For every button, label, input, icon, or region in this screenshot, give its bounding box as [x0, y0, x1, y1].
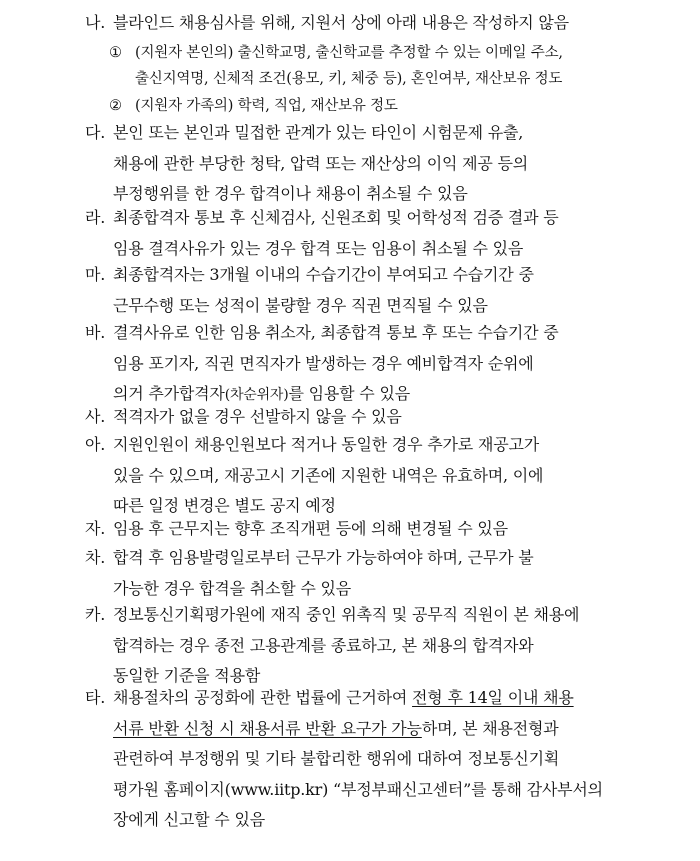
sub-text: 출신지역명, 신체적 조건(용모, 키, 체중 등), 혼인여부, 재산보유 정도	[135, 71, 563, 87]
item-text: 따른 일정 변경은 별도 공지 예정	[113, 496, 336, 515]
sub-item-2	[109, 93, 679, 119]
sub-text: (지원자 가족의) 학력, 직업, 재산보유 정도	[135, 98, 398, 114]
underlined-text: 전형 후 14일 이내 채용	[412, 688, 574, 707]
item-text: 평가원 홈페이지(www.iitp.kr) “부정부패신고센터”를 통해 감사부서의	[113, 779, 603, 799]
item-marker: 차.	[85, 548, 106, 567]
item-na	[85, 8, 675, 39]
item-text: 최종합격자 통보 후 신체검사, 신원조회 및 어학성적 검증 결과 등	[113, 208, 559, 227]
item-text: 임용 포기자, 직권 면직자가 발생하는 경우 예비합격자 순위에	[113, 353, 534, 373]
item-marker: 아.	[85, 435, 106, 454]
item-text: 관련하여 부정행위 및 기타 불합리한 행위에 대하여 정보통신기획	[113, 749, 560, 768]
item-text: 결격사유로 인한 임용 취소자, 최종합격 통보 후 또는 수습기간 중	[113, 323, 559, 342]
item-text: 부정행위를 한 경우 합격이나 채용이 취소될 수 있음	[113, 184, 468, 203]
item-text: 가능한 경우 합격을 취소할 수 있음	[113, 578, 352, 598]
item-text: 본인 또는 본인과 밀접한 관계가 있는 타인이 시험문제 유출,	[113, 123, 524, 142]
item-text: 임용 후 근무지는 향후 조직개편 등에 의해 변경될 수 있음	[113, 519, 508, 538]
text-segment: 하며, 본 채용전형과	[421, 718, 559, 738]
text-segment: 채용절차의 공정화에 관한 법률에 근거하여	[113, 688, 413, 707]
text-segment: 의거 추가합격자	[113, 384, 225, 403]
text-segment-small: (차순위자)	[224, 387, 289, 403]
item-a	[85, 430, 675, 522]
item-text: 채용에 관한 부당한 청탁, 압력 또는 재산상의 이익 제공 등의	[113, 153, 529, 173]
text-segment: 를 임용할 수 있음	[288, 384, 410, 403]
item-marker: 라.	[85, 208, 106, 227]
item-ka	[85, 600, 675, 692]
item-text: 동일한 기준을 적용함	[113, 666, 261, 685]
sub-marker: ①	[109, 45, 122, 61]
item-cha	[85, 543, 675, 604]
item-text: 장에게 신고할 수 있음	[113, 810, 265, 829]
item-text: 지원인원이 채용인원보다 적거나 동일한 경우 추가로 재공고가	[113, 435, 539, 454]
item-text: 합격하는 경우 종전 고용관계를 종료하고, 본 채용의 합격자와	[113, 635, 534, 655]
item-ta	[85, 683, 675, 836]
item-marker: 바.	[85, 323, 106, 342]
item-ja	[85, 514, 675, 545]
item-text: 정보통신기획평가원에 재직 중인 위촉직 및 공무직 직원이 본 채용에	[113, 605, 580, 624]
item-text: 근무수행 또는 성적이 불량할 경우 직권 면직될 수 있음	[113, 295, 488, 315]
item-marker: 나.	[85, 13, 106, 32]
item-da	[85, 118, 675, 210]
item-text: 적격자가 없을 경우 선발하지 않을 수 있음	[113, 407, 402, 426]
sub-marker: ②	[109, 98, 122, 114]
item-text: 합격 후 임용발령일로부터 근무가 가능하여야 하며, 근무가 불	[113, 548, 534, 567]
item-marker: 자.	[85, 519, 106, 538]
item-sa	[85, 402, 675, 433]
item-text: 최종합격자는 3개월 이내의 수습기간이 부여되고 수습기간 중	[113, 265, 534, 284]
item-text: 임용 결격사유가 있는 경우 합격 또는 임용이 취소될 수 있음	[113, 238, 524, 258]
item-ra	[85, 203, 675, 264]
item-text-line2	[85, 714, 675, 745]
item-ma	[85, 260, 675, 321]
item-text: 블라인드 채용심사를 위해, 지원서 상에 아래 내용은 작성하지 않음	[113, 13, 569, 32]
item-text: 있을 수 있으며, 재공고시 기존에 지원한 내역은 유효하며, 이에	[113, 465, 544, 485]
item-marker: 사.	[85, 407, 106, 426]
sub-text: (지원자 본인의) 출신학교명, 출신학교를 추정할 수 있는 이메일 주소,	[135, 45, 563, 61]
sub-item-1	[109, 40, 679, 92]
item-marker: 타.	[85, 688, 106, 707]
item-marker: 카.	[85, 605, 106, 624]
item-ba	[85, 318, 675, 411]
underlined-text: 서류 반환 신청 시 채용서류 반환 요구가 가능	[113, 718, 422, 738]
item-marker: 다.	[85, 123, 106, 142]
item-marker: 마.	[85, 265, 106, 284]
